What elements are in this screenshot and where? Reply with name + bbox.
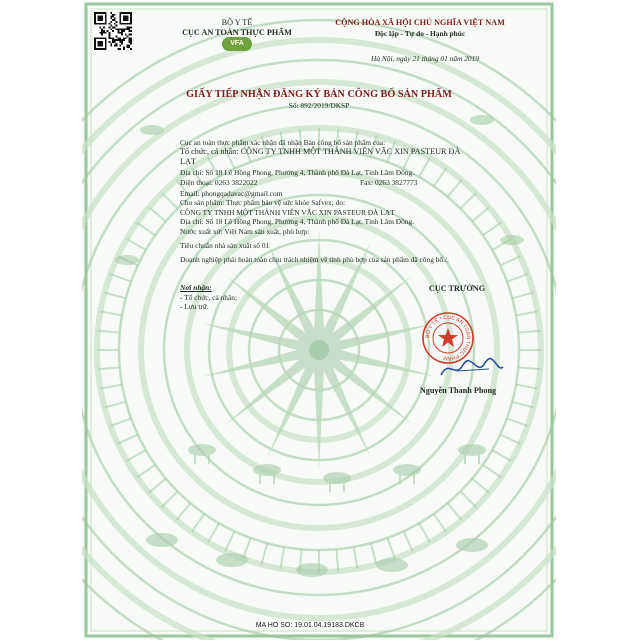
certificate-document: [82, 0, 556, 640]
recipients-heading: Nơi nhận:: [180, 283, 212, 292]
department-name: CỤC AN TOÀN THỰC PHẨM: [182, 28, 292, 37]
signatory-title: CỤC TRƯỞNG: [428, 284, 486, 293]
producer-name: CÔNG TY TNHH MỘT THÀNH VIÊN VẮC XIN PASTEUR ĐÀ LẠT: [180, 208, 395, 217]
recipient-item: - Lưu trữ.: [180, 302, 209, 311]
intro-text: Cục an toàn thực phẩm xác nhận đã nhận Bản công bố sản phẩm của:: [180, 138, 386, 147]
organization-phone: Điện thoại: 0263 3822022: [180, 178, 258, 187]
product-line: Cho sản phẩm: Thực phẩm bảo vệ sức khỏe Safvex; do:: [180, 198, 346, 207]
national-motto: Độc lập - Tự do - Hạnh phúc: [374, 29, 466, 38]
qr-code-icon: [94, 12, 132, 50]
origin-line: Nước xuất xứ: Việt Nam sản xuất, phù hợp:: [180, 227, 310, 236]
handwritten-signature: [437, 357, 507, 381]
organization-email: Email: phongqadavac@gmail.com: [180, 189, 283, 198]
document-number: Số: 892/2019/DKSP: [288, 101, 350, 110]
recipient-item: - Tổ chức, cá nhân;: [180, 293, 238, 302]
organization-line-1: Tổ chức, cá nhân: CÔNG TY TNHH MỘT THÀNH VIÊN VẮC XIN PASTEUR ĐÀ: [180, 147, 461, 156]
organization-address: Địa chỉ: Số 18 Lê Hồng Phong, Phường 4, Thành phố Đà Lạt, Tỉnh Lâm Đồng.: [180, 168, 415, 177]
place-date: Hà Nội, ngày 21 tháng 01 năm 2019: [371, 54, 479, 63]
responsibility-statement: Doanh nghiệp phải hoàn toàn chịu trách nhiệm về tính phù hợp của sản phẩm đã công bố./.: [180, 255, 449, 264]
ministry-name: BỘ Y TẾ: [221, 18, 253, 27]
vfa-logo: VFA: [222, 37, 252, 51]
organization-line-2: LẠT: [180, 157, 196, 166]
signatory-name: Nguyễn Thanh Phong: [419, 386, 497, 395]
country-name: CỘNG HÒA XÃ HỘI CHỦ NGHĨA VIỆT NAM: [335, 18, 505, 27]
svg-text:BỘ Y TẾ * CỤC AN TOÀN THỰC PHẨ: BỘ Y TẾ * CỤC AN TOÀN THỰC PHẨM: [424, 314, 472, 362]
standard-line: Tiêu chuẩn nhà sản xuất số 01: [180, 241, 270, 250]
organization-fax: Fax: 0263 3827773: [360, 178, 418, 187]
producer-address: Địa chỉ: Số 18 Lê Hồng Phong, Phường 4, Thành phố Đà Lạt, Tỉnh Lâm Đồng.: [180, 217, 415, 226]
dossier-code: MA HO SO: 19.01.04.19183.DKCB: [255, 622, 365, 629]
document-title: GIẤY TIẾP NHẬN ĐĂNG KÝ BẢN CÔNG BỐ SẢN PHẨM: [186, 89, 452, 100]
